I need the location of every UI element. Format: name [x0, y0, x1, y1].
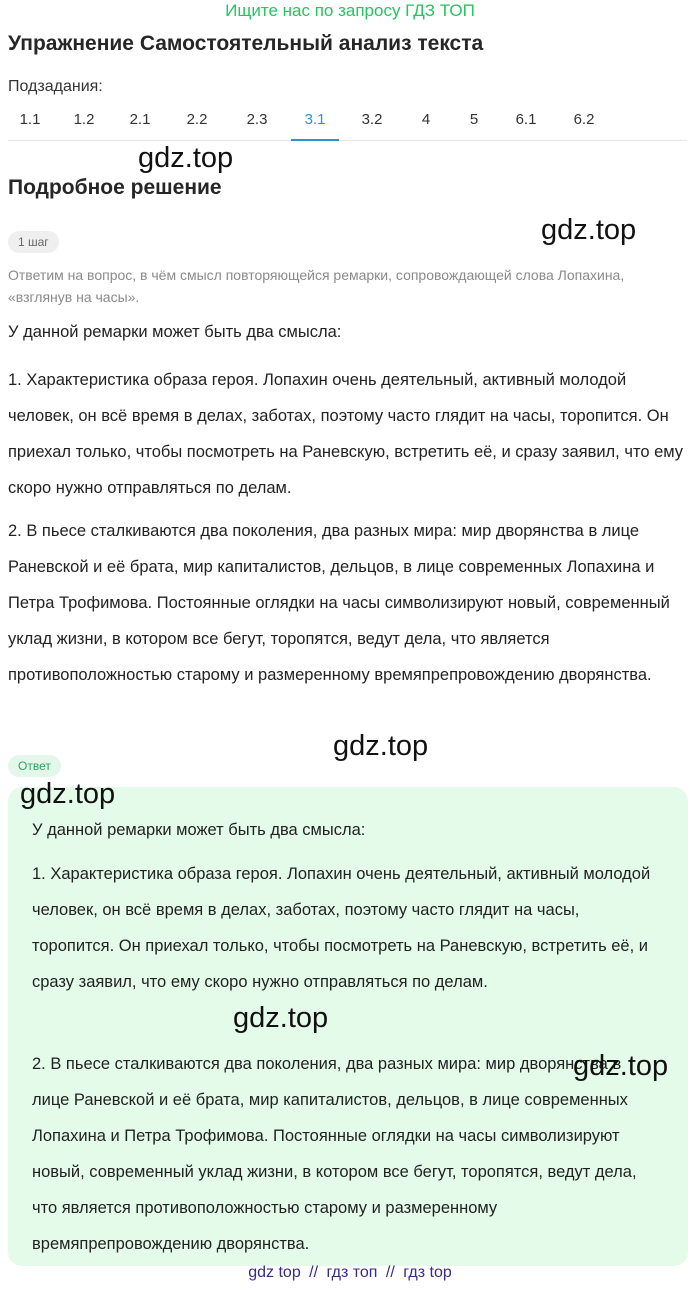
tab-2-3[interactable]: 2.3 — [246, 111, 268, 128]
tab-6-1[interactable]: 6.1 — [515, 111, 537, 128]
tab-6-2[interactable]: 6.2 — [573, 111, 595, 128]
solution-intro: У данной ремарки может быть два смысла: — [8, 323, 342, 341]
footer-links — [0, 1264, 700, 1282]
tab-5[interactable]: 5 — [469, 111, 479, 128]
tab-3-1[interactable]: 3.1 — [291, 110, 339, 141]
tab-1-2[interactable]: 1.2 — [73, 111, 95, 128]
tab-4[interactable]: 4 — [421, 111, 431, 128]
question-text: Ответим на вопрос, в чём смысл повторяющейся ремарки, сопровождающей слова Лопахина, «взглянув на часы». — [8, 267, 625, 305]
watermark: gdz.top — [541, 214, 637, 246]
watermark: gdz.top — [573, 1050, 669, 1082]
exercise-title: Упражнение Самостоятельный анализ текста — [8, 32, 484, 55]
footer-separator: // — [309, 1264, 319, 1281]
footer-separator: // — [385, 1264, 395, 1281]
answer-intro: У данной ремарки может быть два смысла: — [32, 821, 366, 839]
watermark: gdz.top — [138, 142, 234, 174]
tab-3-2[interactable]: 3.2 — [361, 111, 383, 128]
answer-paragraph-2: 2. В пьесе сталкиваются два поколения, два разных мира: мир дворянства в лице Раневской и её брата, мир капиталистов, дельцов, в лице современных Лопахина и Петра Трофимова. Постоянные оглядки на часы символизируют новый, современный уклад жизни, в котором все бегут, торопятся, ведут дела, что является противоположностью старому и размеренному времяпрепровождению дворянства. — [32, 1055, 637, 1253]
watermark: gdz.top — [333, 730, 429, 762]
solution-paragraph-1: 1. Характеристика образа героя. Лопахин очень деятельный, активный молодой человек, он всё время в делах, заботах, поэтому часто глядит на часы, торопится. Он приехал только, чтобы посмотреть на Раневскую, встретить её, и сразу заявил, что ему скоро нужно отправляться по делам. — [8, 371, 684, 497]
answer-paragraph-1: 1. Характеристика образа героя. Лопахин очень деятельный, активный молодой человек, он всё время в делах, заботах, поэтому часто глядит на часы, торопится. Он приехал только, чтобы посмотреть на Раневскую, встретить её, и сразу заявил, что ему скоро нужно отправляться по делам. — [32, 865, 651, 991]
watermark: gdz.top — [20, 778, 116, 810]
solution-title: Подробное решение — [8, 176, 222, 199]
watermark: gdz.top — [233, 1002, 329, 1034]
search-hint-banner: Ищите нас по запросу ГДЗ ТОП — [225, 1, 475, 20]
tab-1-1[interactable]: 1.1 — [19, 111, 41, 128]
subtasks-label: Подзадания: — [8, 78, 103, 95]
subtask-tabs — [8, 104, 687, 141]
footer-link-gdz-top-ru[interactable]: гдз топ — [326, 1264, 378, 1281]
tab-2-2[interactable]: 2.2 — [186, 111, 208, 128]
footer-link-gdz-top[interactable]: gdz top — [248, 1264, 301, 1281]
step-badge: 1 шаг — [8, 231, 59, 253]
tab-2-1[interactable]: 2.1 — [129, 111, 151, 128]
footer-link-gdz-top-mixed[interactable]: гдз top — [403, 1264, 452, 1281]
answer-badge: Ответ — [8, 755, 61, 777]
solution-paragraph-2: 2. В пьесе сталкиваются два поколения, два разных мира: мир дворянства в лице Раневской и её брата, мир капиталистов, дельцов, в лице современных Лопахина и Петра Трофимова. Постоянные оглядки на часы символизируют новый, современный уклад жизни, в котором все бегут, торопятся, ведут дела, что является противоположностью старому и размеренному времяпрепровождению дворянства. — [8, 522, 670, 684]
